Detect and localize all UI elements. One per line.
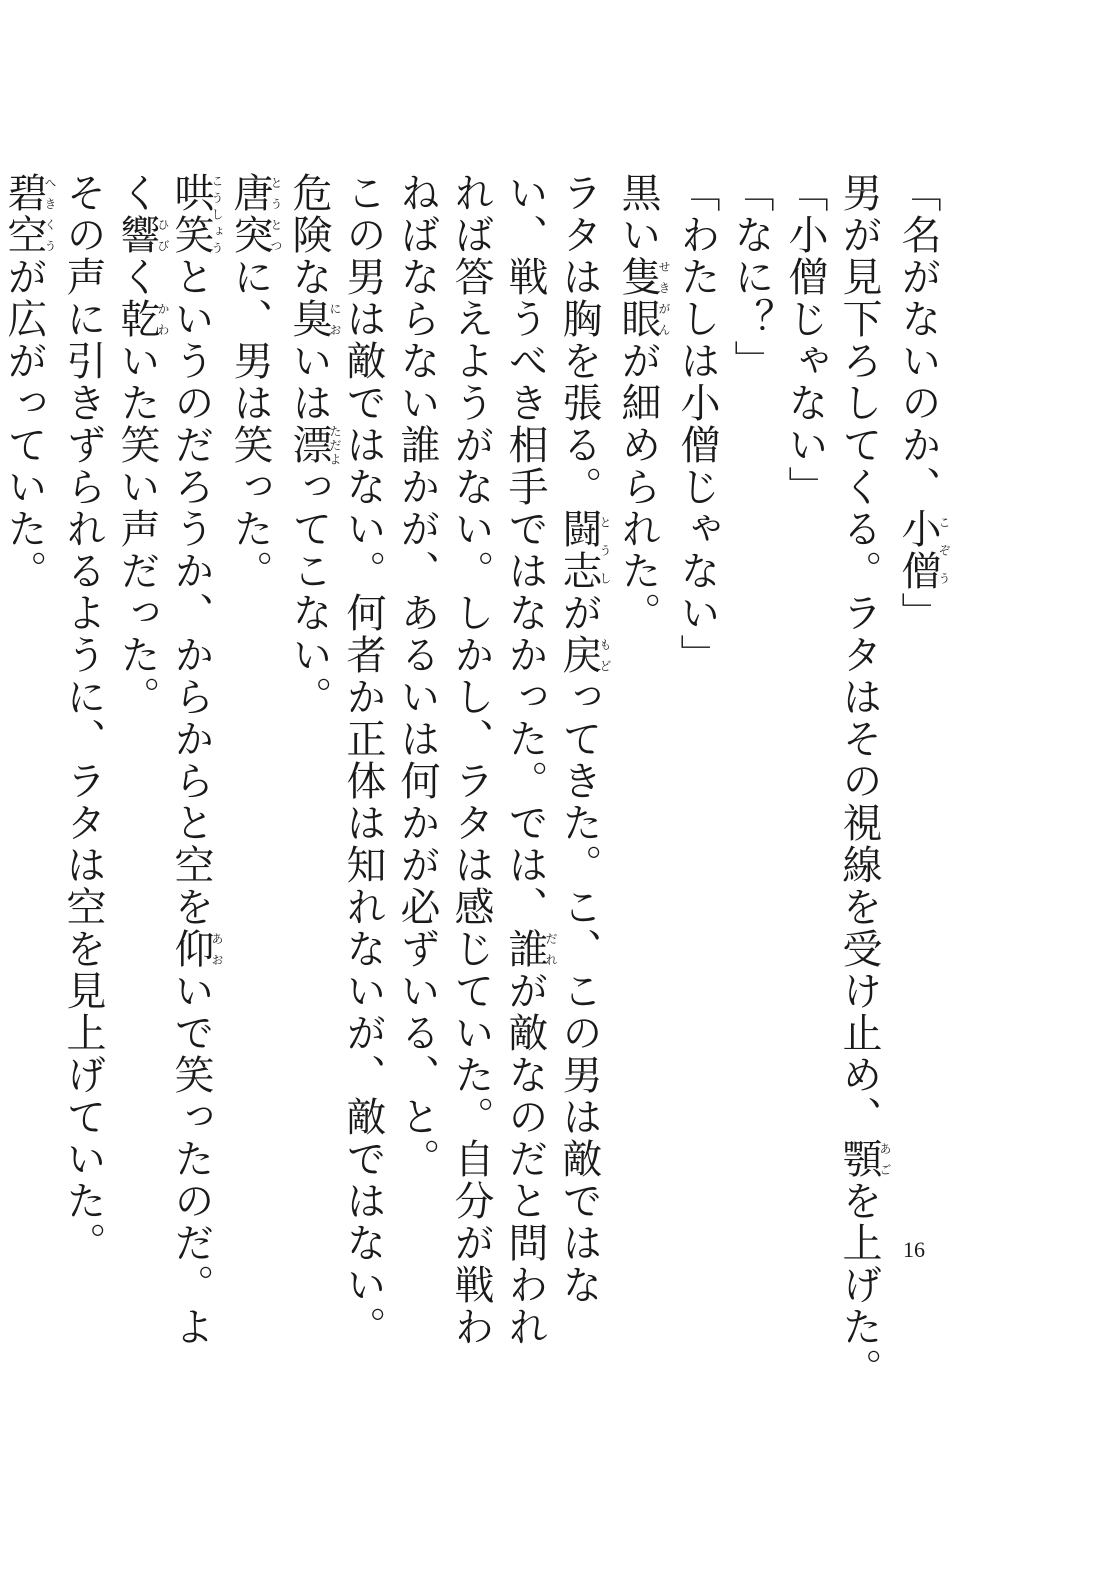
ruby-word: 戻もど [556, 634, 612, 676]
furigana: あご [878, 1138, 892, 1180]
paragraph [670, 172, 724, 1362]
furigana: ただよ [328, 424, 342, 466]
furigana: だれ [544, 928, 558, 970]
text-run: いで笑ったのだ。よく [114, 172, 214, 1348]
furigana: あお [210, 928, 224, 970]
text-run: ってこない。 [286, 466, 332, 718]
furigana: こぞう [937, 508, 951, 592]
ruby-word: 隻眼せきがん [615, 256, 671, 340]
text-run: ラタは胸を張る。 [556, 172, 602, 508]
text-run: が広がっていた。 [1, 256, 47, 592]
ruby-word: 闘志とうし [556, 508, 612, 592]
vertical-text-block [0, 172, 951, 1390]
text-run: いた笑い声だった。 [114, 340, 160, 718]
furigana: せきがん [657, 256, 671, 340]
ruby-word: 仰あお [168, 928, 224, 970]
ruby-word: 碧空へきくう [1, 172, 57, 256]
furigana: とうし [598, 508, 612, 592]
text-run: 黒い [615, 172, 661, 256]
ruby-word: 響ひび [114, 214, 170, 256]
paragraph [724, 172, 778, 1362]
furigana: こうしょう [210, 172, 224, 256]
paragraph [223, 172, 282, 1362]
furigana: へきくう [43, 172, 57, 256]
ruby-word: 小僧こぞう [895, 508, 951, 592]
text-run: 」 [895, 592, 941, 634]
paragraph [611, 172, 670, 1362]
text-run: その声に引きずられるように、ラタは空を見上げていた。 [60, 172, 106, 1264]
paragraph [390, 172, 611, 1362]
ruby-word: 哄笑こうしょう [168, 172, 224, 256]
paragraph [110, 172, 223, 1362]
text-run: 「名がないのか、 [895, 172, 941, 508]
text-run: が敵なのだと問われれば答えようがない。しかし、ラタは感じていた。自分が戦わねばならない誰かが、あるいは何かが必ずいる、と。 [394, 172, 548, 1348]
text-run: 「なに？」 [728, 172, 774, 382]
furigana: もど [598, 634, 612, 676]
ruby-word: 唐突とうとつ [227, 172, 283, 256]
paragraph [0, 172, 56, 1362]
paragraph [282, 172, 390, 1362]
text-run: 男が見下ろしてくる。ラタはその視線を受け止め、 [836, 172, 882, 1138]
paragraph [56, 172, 110, 1362]
furigana: とうとつ [269, 172, 283, 256]
paragraph [778, 172, 832, 1362]
paragraph [832, 172, 892, 1390]
ruby-word: 乾かわ [114, 298, 170, 340]
text-run: 「小僧じゃない」 [782, 172, 828, 508]
ruby-word: 誰だれ [502, 928, 558, 970]
paragraph [891, 172, 950, 1362]
page-number: 16 [903, 1237, 925, 1262]
text-run: に、男は笑った。 [227, 256, 273, 592]
ruby-word: 漂ただよ [286, 424, 342, 466]
text-run: この男は敵ではない。何者か正体は知れないが、敵ではない。危険な [286, 172, 386, 1348]
text-run: 「わたしは小僧じゃない」 [674, 172, 720, 676]
furigana: かわ [156, 298, 170, 340]
text-run: が細められた。 [615, 340, 661, 634]
text-run: が [556, 592, 602, 634]
ruby-word: 顎あご [836, 1138, 892, 1180]
text-run: く [114, 256, 160, 298]
furigana: にお [328, 298, 342, 340]
text-run: いは [286, 340, 332, 424]
text-run: を上げた。 [836, 1180, 882, 1390]
text-run: というのだろうか、からからと空を [168, 256, 214, 928]
ruby-word: 臭にお [286, 298, 342, 340]
text-run: ってきた。こ、この男は敵ではない、戦うべき相手ではなかった。では、 [502, 172, 602, 1306]
furigana: ひび [156, 214, 170, 256]
